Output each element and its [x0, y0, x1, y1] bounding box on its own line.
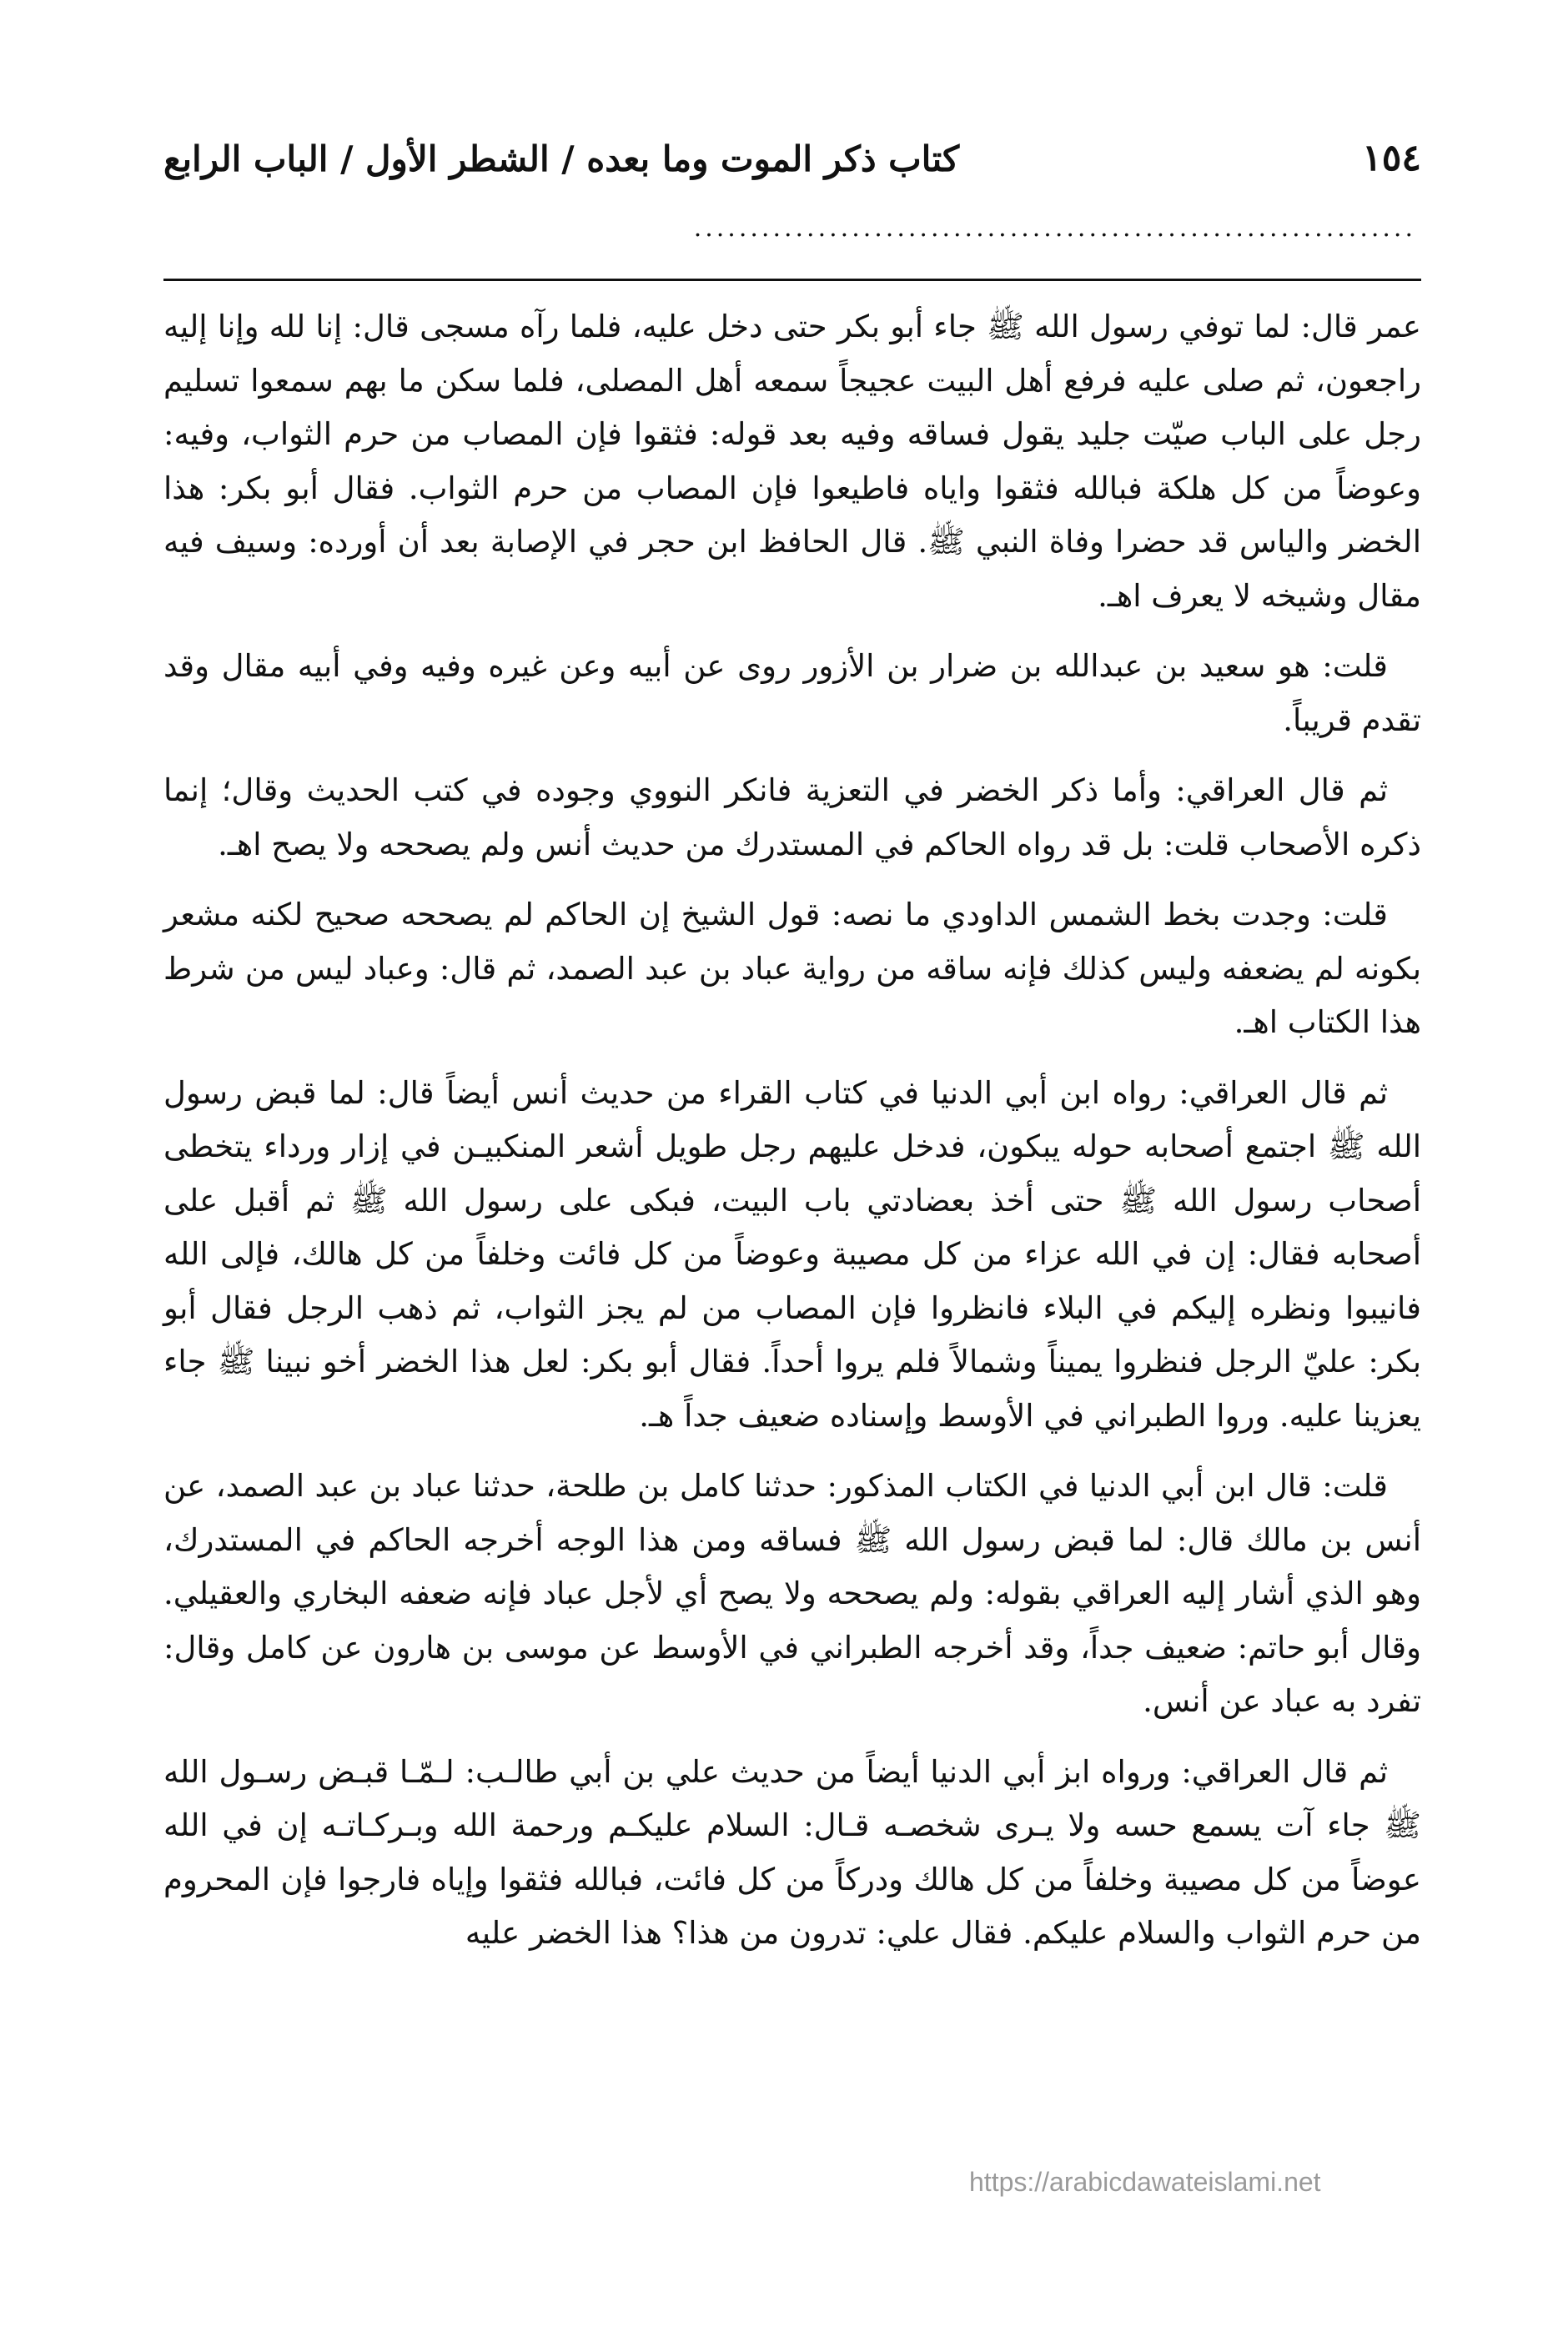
header-rule [163, 279, 1421, 281]
running-title: كتاب ذكر الموت وما بعده / الشطر الأول / الباب الرابع [163, 138, 960, 179]
dot-leader: ................................................................ [693, 219, 1416, 239]
paragraph: ثم قال العراقي: رواه ابن أبي الدنيا في كتاب القراء من حديث أنس أيضاً قال: لما قبض رسول الله ﷺ اجتمع أصحابه حوله يبكون، فدخل عليهم رجل طويل أشعر المنكبيـن في إزار ورداء يتخطى أصحاب رسول الله ﷺ حتى أخذ بعضادتي باب البيت، فبكى على رسول الله ﷺ ثم أقبل على أصحابه فقال: إن في الله عزاء من كل مصيبة وعوضاً من كل فائت وخلفاً من كل هالك، فإلى الله فانيبوا ونظره إليكم في البلاء فانظروا فإن المصاب من لم يجز الثواب، ثم ذهب الرجل فقال أبو بكر: عليّ الرجل فنظروا يميناً وشمالاً فلم يروا أحداً. فقال أبو بكر: لعل هذا الخضر أخو نبينا ﷺ جاء يعزينا عليه. وروا الطبراني في الأوسط وإسناده ضعيف جداً هـ. [163, 1074, 1421, 1434]
paragraph: ثم قال العراقي: ورواه ابز أبي الدنيا أيضاً من حديث علي بن أبي طالـب: لـمّـا قبـض رسـول الله ﷺ جاء آت يسمع حسه ولا يـرى شخصـه قـال: السلام عليكـم ورحمة الله وبـركـاتـه إن في الله عوضاً من كل مصيبة وخلفاً من كل هالك ودركاً من كل فائت، فبالله فثقوا وإياه فارجوا فإن المحروم من حرم الثواب والسلام عليكم. فقال علي: تدرون من هذا؟ هذا الخضر عليه [163, 1753, 1421, 1951]
site-watermark: https://arabicdawateislami.net [969, 2167, 1321, 2197]
paragraph: قلت: وجدت بخط الشمس الداودي ما نصه: قول الشيخ إن الحاكم لم يصححه صحيح لكنه مشعر بكونه لم يضعفه وليس كذلك فإنه ساقه من رواية عباد بن عبد الصمد، ثم قال: وعباد ليس من شرط هذا الكتاب اهـ. [163, 897, 1421, 1040]
paragraph: قلت: هو سعيد بن عبدالله بن ضرار بن الأزور روى عن أبيه وعن غيره وفيه وفي أبيه مقال وقد تقدم قريباً. [163, 648, 1421, 738]
body-text [163, 300, 1421, 2332]
page-header [163, 118, 1421, 177]
paragraph: قلت: قال ابن أبي الدنيا في الكتاب المذكور: حدثنا كامل بن طلحة، حدثنا عباد بن عبد الصمد، عن أنس بن مالك قال: لما قبض رسول الله ﷺ فساقه ومن هذا الوجه أخرجه الحاكم في المستدرك، وهو الذي أشار إليه العراقي بقوله: ولم يصححه ولا يصح أي لأجل عباد فإنه ضعفه البخاري والعقيلي. وقال أبو حاتم: ضعيف جداً، وقد أخرجه الطبراني في الأوسط عن موسى بن هارون عن كامل وقال: تفرد به عباد عن أنس. [163, 1468, 1421, 1719]
paragraph: ثم قال العراقي: وأما ذكر الخضر في التعزية فانكر النووي وجوده في كتب الحديث وقال؛ إنما ذكره الأصحاب قلت: بل قد رواه الحاكم في المستدرك من حديث أنس ولم يصححه ولا يصح اهـ. [163, 772, 1421, 862]
paragraph-continuation: عمر قال: لما توفي رسول الله ﷺ جاء أبو بكر حتى دخل عليه، فلما رآه مسجى قال: إنا لله وإنا إليه راجعون، ثم صلى عليه فرفع أهل البيت عجيجاً سمعه أهل المصلى، فلما سكن ما بهم سمعوا تسليم رجل على الباب صيّت جليد يقول فساقه وفيه بعد قوله: فثقوا فإن المصاب من حرم الثواب، وفيه: وعوضاً من كل هلكة فبالله فثقوا واياه فاطيعوا فإن المصاب من حرم الثواب. فقال أبو بكر: هذا الخضر والياس قد حضرا وفاة النبي ﷺ. قال الحافظ ابن حجر في الإصابة بعد أن أورده: وسيف فيه مقال وشيخه لا يعرف اهـ. [163, 309, 1421, 614]
page-number: ١٥٤ [1362, 137, 1421, 179]
